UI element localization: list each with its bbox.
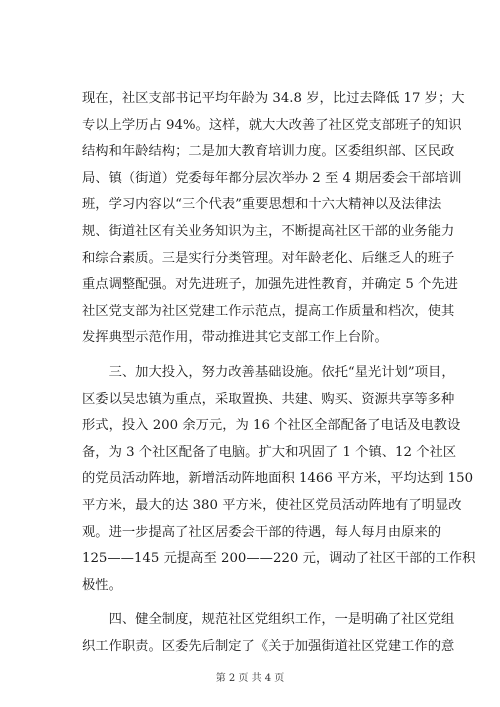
text-line: 结构和年龄结构；二是加大教育培训力度。区委组织部、区民政 [82, 144, 455, 160]
paragraph-gap [82, 352, 428, 360]
text-line: 发挥典型示范作用，带动推进其它支部工作上台阶。 [82, 330, 388, 346]
text-line: 重点调整配强。对先进班子，加强先进性教育，并确定 5 个先进 [82, 277, 458, 293]
text-line: 三、加大投入，努力改善基础设施。依托“星光计划”项目， [82, 364, 455, 380]
text-line: 班，学习内容以“三个代表”重要思想和十六大精神以及法律法 [82, 197, 442, 213]
paragraph-gap [82, 599, 428, 607]
document-body [82, 86, 476, 660]
text-line: 形式，投入 200 余万元，为 16 个社区全部配备了电话及电教设 [82, 418, 461, 434]
text-line: 现在，社区支部书记平均年龄为 34.8 岁，比过去降低 17 岁；大 [82, 91, 465, 106]
text-line: 织工作职责。区委先后制定了《关于加强街道社区党建工作的意 [82, 638, 455, 654]
text-line: 平方米，最大的达 380 平方米，使社区党员活动阵地有了明显改 [82, 497, 462, 513]
text-line: 四、健全制度，规范社区党组织工作，一是明确了社区党组 [82, 612, 455, 628]
text-line: 备，为 3 个社区配备了电脑。扩大和巩固了 1 个镇、12 个社区 [82, 444, 457, 460]
text-line: 极性。 [82, 577, 122, 593]
text-line: 规、街道社区有关业务知识为主，不断提高社区干部的业务能力 [82, 223, 455, 239]
text-line: 和综合素质。三是实行分类管理。对年龄老化、后继乏人的班子 [82, 250, 455, 266]
text-line: 区委以吴忠镇为重点，采取置换、共建、购买、资源共享等多种 [82, 391, 455, 407]
text-line: 的党员活动阵地，新增活动阵地面积 1466 平方米，平均达到 150 [82, 471, 474, 487]
text-line: 社区党支部为社区党建工作示范点，提高工作质量和档次，使其 [82, 303, 455, 319]
text-line: 观。进一步提高了社区居委会干部的待遇，每人每月由原来的 [82, 524, 442, 540]
text-line: 125——145 元提高至 200——220 元，调动了社区干部的工作积 [82, 551, 476, 567]
text-line: 局、镇（街道）党委每年都分层次举办 2 至 4 期居委会干部培训 [82, 170, 462, 186]
text-line: 专以上学历占 94%。这样，就大大改善了社区党支部班子的知识 [82, 117, 462, 133]
page-number-footer: 第 2 页 共 4 页 [215, 673, 285, 684]
